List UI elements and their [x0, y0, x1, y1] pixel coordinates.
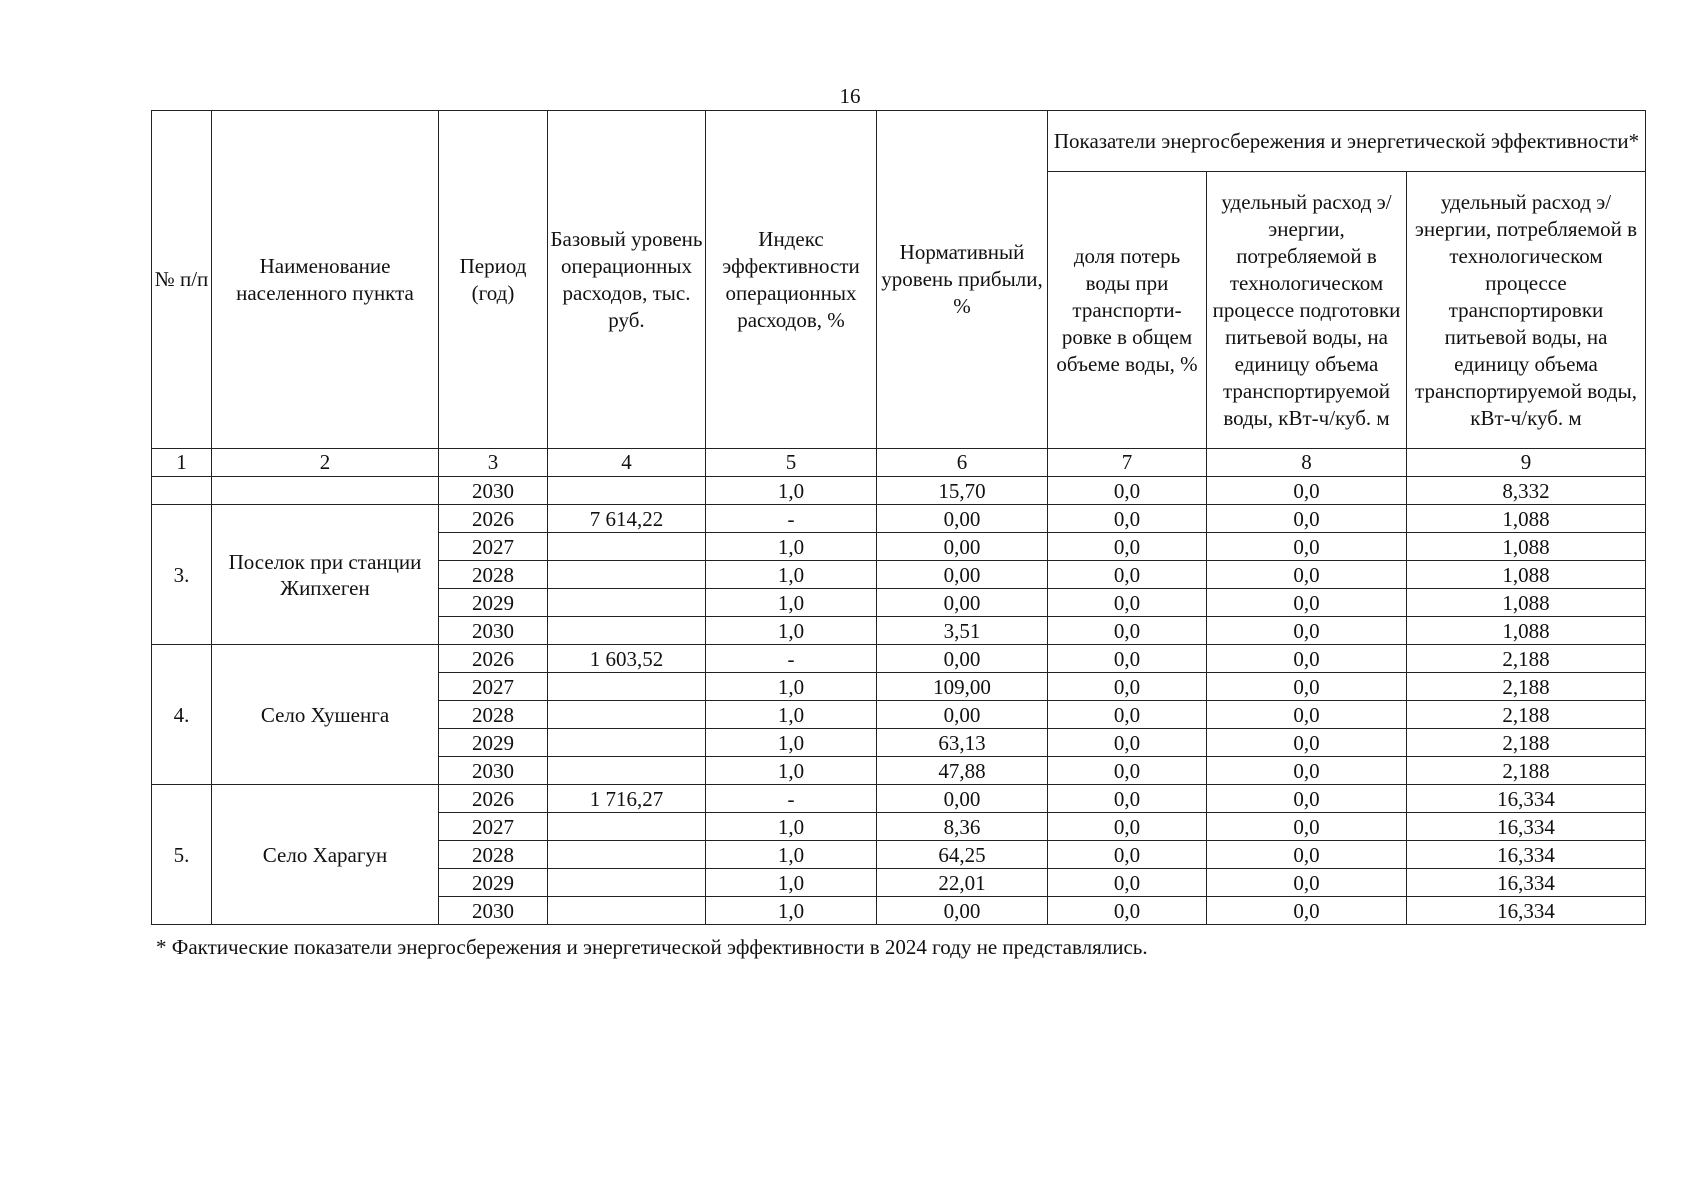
- cell-energy-transport: 16,334: [1407, 869, 1646, 897]
- cell-base-opex: [548, 561, 706, 589]
- cell-water-loss: 0,0: [1048, 673, 1207, 701]
- cell-energy-preparation: 0,0: [1207, 533, 1407, 561]
- cell-locality-name: Село Хушенга: [212, 645, 439, 785]
- column-number: 6: [877, 449, 1048, 477]
- cell-profit-level: 64,25: [877, 841, 1048, 869]
- cell-water-loss: 0,0: [1048, 813, 1207, 841]
- cell-year: 2028: [439, 701, 548, 729]
- cell-year: 2028: [439, 841, 548, 869]
- cell-locality-name: [212, 477, 439, 505]
- cell-energy-preparation: 0,0: [1207, 617, 1407, 645]
- footnote: * Фактические показатели энергосбережения и энергетической эффективности в 2024 году не представлялись.: [156, 935, 1148, 959]
- cell-energy-preparation: 0,0: [1207, 897, 1407, 925]
- cell-year: 2030: [439, 477, 548, 505]
- cell-profit-level: 8,36: [877, 813, 1048, 841]
- cell-efficiency-index: 1,0: [706, 729, 877, 757]
- cell-base-opex: 1 716,27: [548, 785, 706, 813]
- cell-base-opex: [548, 533, 706, 561]
- cell-water-loss: 0,0: [1048, 869, 1207, 897]
- table-row: [152, 477, 1646, 505]
- cell-energy-transport: 2,188: [1407, 701, 1646, 729]
- cell-year: 2026: [439, 785, 548, 813]
- column-number: 7: [1048, 449, 1207, 477]
- cell-energy-preparation: 0,0: [1207, 589, 1407, 617]
- cell-energy-preparation: 0,0: [1207, 645, 1407, 673]
- table-body: [152, 477, 1646, 925]
- cell-efficiency-index: 1,0: [706, 841, 877, 869]
- cell-profit-level: 47,88: [877, 757, 1048, 785]
- cell-base-opex: [548, 701, 706, 729]
- cell-water-loss: 0,0: [1048, 561, 1207, 589]
- table-header: [152, 111, 1646, 477]
- cell-water-loss: 0,0: [1048, 533, 1207, 561]
- cell-base-opex: 1 603,52: [548, 645, 706, 673]
- cell-base-opex: [548, 897, 706, 925]
- table-row: [152, 645, 1646, 673]
- header-water-loss: доля потерь воды при транспорти-ровке в общем объеме воды, %: [1048, 172, 1207, 449]
- cell-year: 2028: [439, 561, 548, 589]
- cell-energy-transport: 1,088: [1407, 533, 1646, 561]
- cell-profit-level: 0,00: [877, 897, 1048, 925]
- cell-year: 2029: [439, 869, 548, 897]
- cell-base-opex: [548, 673, 706, 701]
- cell-efficiency-index: 1,0: [706, 701, 877, 729]
- cell-energy-transport: 2,188: [1407, 645, 1646, 673]
- cell-water-loss: 0,0: [1048, 477, 1207, 505]
- cell-base-opex: [548, 589, 706, 617]
- cell-row-number: 5.: [152, 785, 212, 925]
- cell-energy-transport: 1,088: [1407, 617, 1646, 645]
- cell-efficiency-index: 1,0: [706, 673, 877, 701]
- cell-row-number: 4.: [152, 645, 212, 785]
- cell-base-opex: [548, 757, 706, 785]
- cell-year: 2030: [439, 617, 548, 645]
- header-energy-transport: удельный расход э/энергии, потребляемой в технологическом процессе транспортировки питьевой воды, на единицу объема транспортируемой воды, кВт-ч/куб. м: [1407, 172, 1646, 449]
- header-energy-group: Показатели энергосбережения и энергетической эффективности*: [1048, 111, 1646, 172]
- cell-efficiency-index: 1,0: [706, 757, 877, 785]
- cell-efficiency-index: -: [706, 645, 877, 673]
- column-number: 8: [1207, 449, 1407, 477]
- cell-base-opex: [548, 477, 706, 505]
- cell-energy-transport: 2,188: [1407, 757, 1646, 785]
- cell-year: 2026: [439, 645, 548, 673]
- cell-base-opex: [548, 841, 706, 869]
- cell-energy-transport: 16,334: [1407, 813, 1646, 841]
- cell-energy-transport: 2,188: [1407, 673, 1646, 701]
- cell-efficiency-index: 1,0: [706, 589, 877, 617]
- cell-year: 2029: [439, 729, 548, 757]
- table-row: [152, 785, 1646, 813]
- cell-year: 2029: [439, 589, 548, 617]
- cell-energy-preparation: 0,0: [1207, 701, 1407, 729]
- header-energy-preparation: удельный расход э/энергии, потребляемой в технологическом процессе подготовки питьевой воды, на единицу объема транспортируемой воды, кВт-ч/куб. м: [1207, 172, 1407, 449]
- cell-energy-preparation: 0,0: [1207, 869, 1407, 897]
- cell-year: 2030: [439, 897, 548, 925]
- cell-profit-level: 0,00: [877, 533, 1048, 561]
- cell-energy-preparation: 0,0: [1207, 477, 1407, 505]
- cell-year: 2026: [439, 505, 548, 533]
- cell-efficiency-index: 1,0: [706, 561, 877, 589]
- header-profit-level: Нормативный уровень прибыли, %: [877, 111, 1048, 449]
- cell-energy-transport: 16,334: [1407, 897, 1646, 925]
- header-base-opex: Базовый уровень операционных расходов, тыс. руб.: [548, 111, 706, 449]
- cell-efficiency-index: 1,0: [706, 897, 877, 925]
- cell-energy-preparation: 0,0: [1207, 729, 1407, 757]
- cell-year: 2027: [439, 533, 548, 561]
- cell-water-loss: 0,0: [1048, 757, 1207, 785]
- header-period: Период (год): [439, 111, 548, 449]
- cell-base-opex: [548, 813, 706, 841]
- cell-energy-preparation: 0,0: [1207, 757, 1407, 785]
- cell-base-opex: [548, 869, 706, 897]
- cell-water-loss: 0,0: [1048, 645, 1207, 673]
- table-row: [152, 505, 1646, 533]
- cell-row-number: [152, 477, 212, 505]
- cell-water-loss: 0,0: [1048, 617, 1207, 645]
- cell-energy-preparation: 0,0: [1207, 673, 1407, 701]
- cell-energy-preparation: 0,0: [1207, 785, 1407, 813]
- cell-base-opex: 7 614,22: [548, 505, 706, 533]
- column-number: 2: [212, 449, 439, 477]
- cell-energy-preparation: 0,0: [1207, 813, 1407, 841]
- cell-profit-level: 0,00: [877, 701, 1048, 729]
- cell-profit-level: 109,00: [877, 673, 1048, 701]
- cell-efficiency-index: 1,0: [706, 869, 877, 897]
- cell-profit-level: 15,70: [877, 477, 1048, 505]
- cell-profit-level: 0,00: [877, 561, 1048, 589]
- column-number: 4: [548, 449, 706, 477]
- cell-locality-name: Село Харагун: [212, 785, 439, 925]
- cell-water-loss: 0,0: [1048, 729, 1207, 757]
- column-numbers-row: [152, 449, 1646, 477]
- cell-energy-preparation: 0,0: [1207, 841, 1407, 869]
- cell-efficiency-index: -: [706, 505, 877, 533]
- cell-water-loss: 0,0: [1048, 701, 1207, 729]
- cell-energy-preparation: 0,0: [1207, 505, 1407, 533]
- cell-efficiency-index: 1,0: [706, 477, 877, 505]
- cell-profit-level: 3,51: [877, 617, 1048, 645]
- cell-energy-transport: 16,334: [1407, 841, 1646, 869]
- cell-energy-preparation: 0,0: [1207, 561, 1407, 589]
- cell-water-loss: 0,0: [1048, 589, 1207, 617]
- cell-efficiency-index: 1,0: [706, 617, 877, 645]
- cell-water-loss: 0,0: [1048, 841, 1207, 869]
- column-number: 1: [152, 449, 212, 477]
- cell-water-loss: 0,0: [1048, 897, 1207, 925]
- cell-energy-transport: 8,332: [1407, 477, 1646, 505]
- cell-efficiency-index: 1,0: [706, 813, 877, 841]
- column-number: 3: [439, 449, 548, 477]
- cell-profit-level: 0,00: [877, 589, 1048, 617]
- cell-efficiency-index: 1,0: [706, 533, 877, 561]
- cell-energy-transport: 1,088: [1407, 589, 1646, 617]
- cell-profit-level: 22,01: [877, 869, 1048, 897]
- cell-profit-level: 0,00: [877, 645, 1048, 673]
- cell-locality-name: Поселок при станции Жипхеген: [212, 505, 439, 645]
- cell-year: 2027: [439, 813, 548, 841]
- cell-profit-level: 0,00: [877, 785, 1048, 813]
- cell-water-loss: 0,0: [1048, 785, 1207, 813]
- page-number: 16: [839, 84, 861, 108]
- column-number: 5: [706, 449, 877, 477]
- cell-energy-transport: 1,088: [1407, 505, 1646, 533]
- cell-efficiency-index: -: [706, 785, 877, 813]
- header-number: № п/п: [152, 111, 212, 449]
- cell-profit-level: 0,00: [877, 505, 1048, 533]
- cell-year: 2027: [439, 673, 548, 701]
- header-efficiency-index: Индекс эффективности операционных расходов, %: [706, 111, 877, 449]
- cell-water-loss: 0,0: [1048, 505, 1207, 533]
- cell-energy-transport: 16,334: [1407, 785, 1646, 813]
- cell-row-number: 3.: [152, 505, 212, 645]
- cell-energy-transport: 1,088: [1407, 561, 1646, 589]
- cell-year: 2030: [439, 757, 548, 785]
- cell-profit-level: 63,13: [877, 729, 1048, 757]
- indicators-table: [151, 110, 1646, 925]
- column-number: 9: [1407, 449, 1646, 477]
- cell-base-opex: [548, 617, 706, 645]
- cell-energy-transport: 2,188: [1407, 729, 1646, 757]
- header-locality: Наименование населенного пункта: [212, 111, 439, 449]
- cell-base-opex: [548, 729, 706, 757]
